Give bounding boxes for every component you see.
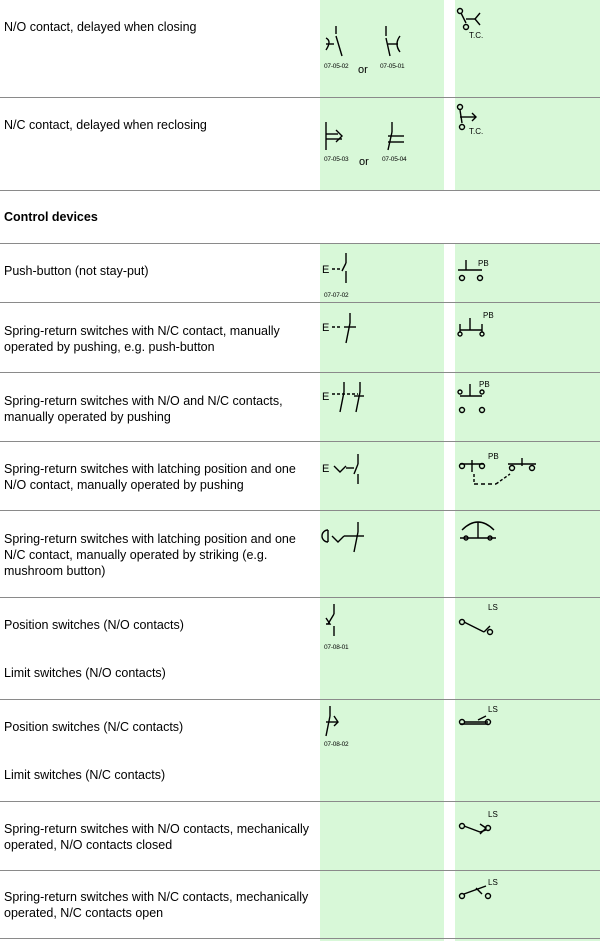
delayed-reclosing-contact-symbol — [322, 120, 352, 152]
svg-text:E: E — [322, 463, 330, 475]
ls-label: LS — [488, 810, 498, 819]
row-divider — [0, 699, 600, 700]
row-divider — [0, 190, 600, 191]
row-divider — [0, 441, 600, 442]
row-description: Spring-return switches with N/C contact, manually operated by pushing, e.g. push-button — [4, 324, 280, 354]
position-switch-nc-symbol — [322, 704, 352, 742]
pb-label: PB — [483, 311, 494, 320]
row-description: Spring-return switches with N/O contacts, mechanically operated, N/O contacts closed — [4, 822, 309, 852]
or-label: or — [359, 156, 369, 168]
symbol-code: 07-05-03 — [324, 156, 349, 163]
section-title: Control devices — [4, 210, 98, 224]
row-divider — [0, 302, 600, 303]
row-divider — [0, 510, 600, 511]
row-description: N/C contact, delayed when reclosing — [4, 118, 207, 132]
nema-limit-switch-no-symbol — [456, 610, 496, 636]
pb-label: PB — [478, 259, 489, 268]
ls-label: LS — [488, 603, 498, 612]
row-description-secondary: Limit switches (N/C contacts) — [4, 768, 166, 782]
row-description: Spring-return switches with N/C contacts, mechanically operated, N/C contacts open — [4, 890, 309, 920]
nema-mushroom-button-symbol — [456, 516, 506, 548]
row-description: Spring-return switches with N/O and N/C contacts, manually operated by pushing — [4, 394, 283, 424]
row-divider — [0, 597, 600, 598]
iec-symbol-column-lower — [320, 243, 444, 941]
delayed-closing-contact-symbol — [378, 24, 408, 60]
row-description: Position switches (N/O contacts) — [4, 618, 184, 632]
row-description: Spring-return switches with latching position and one N/C contact, manually operated by striking (e.g. mushroom button) — [4, 532, 296, 578]
symbol-code: 07-08-01 — [324, 644, 349, 651]
timer-contact-label: T.C. — [469, 127, 484, 136]
symbol-code: 07-07-02 — [324, 292, 349, 299]
nema-limit-switch-nc-symbol — [456, 712, 496, 732]
mushroom-button-symbol — [322, 520, 366, 556]
svg-text:E: E — [322, 322, 330, 334]
row-divider — [0, 801, 600, 802]
or-label: or — [358, 64, 368, 76]
symbol-code: 07-05-01 — [380, 63, 405, 70]
timer-contact-label: T.C. — [469, 31, 484, 40]
latching-push-button-symbol — [322, 452, 366, 488]
delayed-closing-contact-symbol — [322, 24, 352, 60]
no-nc-push-button-symbol — [322, 380, 366, 416]
symbol-code: 07-05-02 — [324, 63, 349, 70]
row-divider — [0, 372, 600, 373]
row-divider — [0, 870, 600, 871]
nema-spring-return-no-symbol — [456, 816, 496, 840]
svg-text:E: E — [322, 264, 330, 276]
nc-push-button-symbol — [322, 311, 362, 347]
symbol-code: 07-05-04 — [382, 156, 407, 163]
symbol-code: 07-08-02 — [324, 741, 349, 748]
push-button-symbol — [322, 249, 352, 287]
row-description: Push-button (not stay-put) — [4, 264, 149, 278]
row-description: Spring-return switches with latching position and one N/O contact, manually operated by pushing — [4, 462, 296, 492]
row-description: Position switches (N/C contacts) — [4, 720, 184, 734]
pb-label: PB — [479, 380, 490, 389]
row-description-secondary: Limit switches (N/O contacts) — [4, 666, 166, 680]
pb-label: PB — [488, 452, 499, 461]
delayed-reclosing-contact-symbol — [380, 120, 410, 152]
row-divider — [0, 243, 600, 244]
row-divider — [0, 938, 600, 939]
position-switch-no-symbol — [322, 602, 352, 640]
ls-label: LS — [488, 705, 498, 714]
row-description: N/O contact, delayed when closing — [4, 20, 197, 34]
row-divider — [0, 97, 600, 98]
ls-label: LS — [488, 878, 498, 887]
svg-text:E: E — [322, 391, 330, 403]
